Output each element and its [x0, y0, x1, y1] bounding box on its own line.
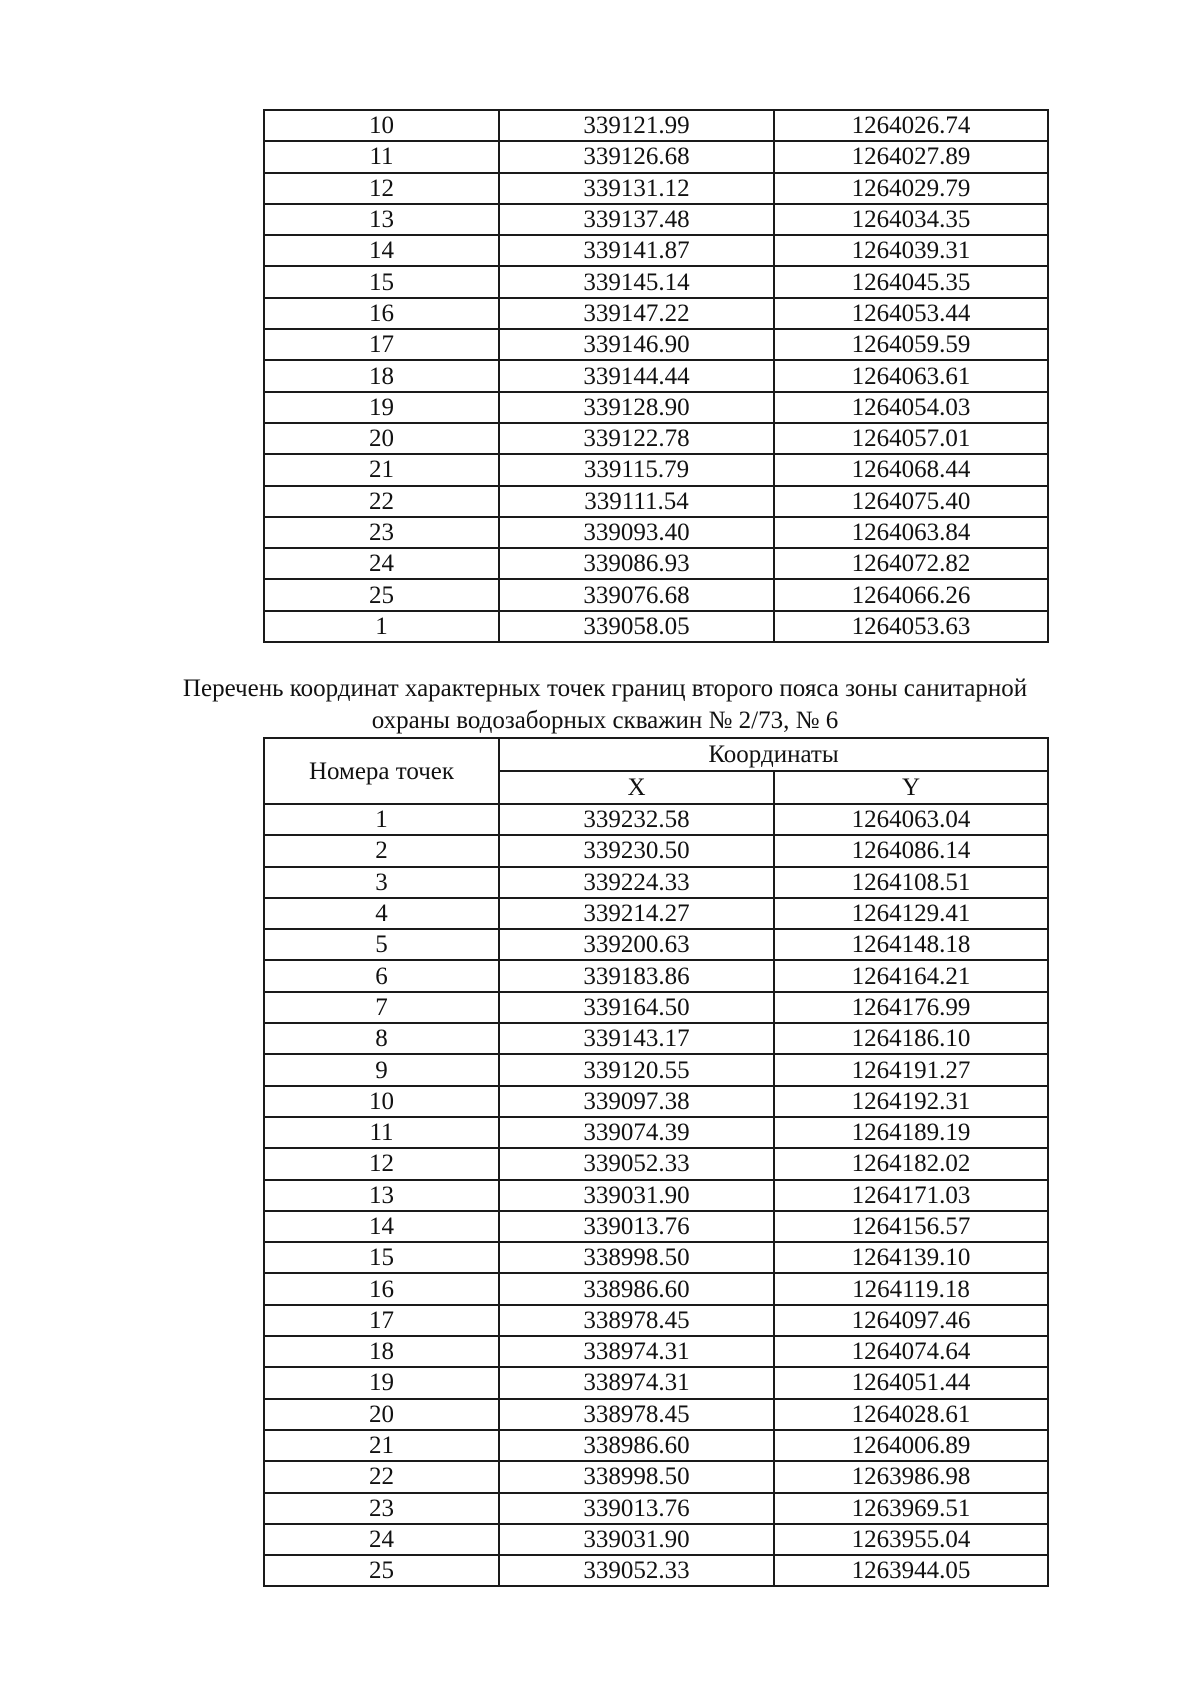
point-number-cell: 6 — [264, 960, 499, 991]
y-coordinate-cell: 1264045.35 — [774, 266, 1048, 297]
caption-line-1: Перечень координат характерных точек границ второго пояса зоны санитарной — [182, 675, 1028, 702]
table-row — [264, 141, 1048, 172]
table-row — [264, 1430, 1048, 1461]
x-coordinate-cell: 339097.38 — [499, 1086, 774, 1117]
table-row — [264, 929, 1048, 960]
table-row — [264, 1461, 1048, 1492]
point-number-cell: 14 — [264, 235, 499, 266]
y-coordinate-cell: 1264057.01 — [774, 423, 1048, 454]
point-number-cell: 14 — [264, 1211, 499, 1242]
y-coordinate-cell: 1264072.82 — [774, 548, 1048, 579]
y-coordinate-cell: 1264171.03 — [774, 1180, 1048, 1211]
y-coordinate-cell: 1264063.61 — [774, 360, 1048, 391]
table-row — [264, 454, 1048, 485]
y-coordinate-cell: 1264189.19 — [774, 1117, 1048, 1148]
table-row — [264, 1180, 1048, 1211]
table-row — [264, 1242, 1048, 1273]
x-coordinate-cell: 339115.79 — [499, 454, 774, 485]
x-coordinate-cell: 339147.22 — [499, 298, 774, 329]
x-coordinate-cell: 339224.33 — [499, 867, 774, 898]
point-number-cell: 15 — [264, 266, 499, 297]
table-row — [264, 548, 1048, 579]
x-coordinate-cell: 338998.50 — [499, 1461, 774, 1492]
y-coordinate-cell: 1264182.02 — [774, 1148, 1048, 1179]
x-coordinate-cell: 339144.44 — [499, 360, 774, 391]
y-coordinate-cell: 1264086.14 — [774, 835, 1048, 866]
y-coordinate-cell: 1264176.99 — [774, 992, 1048, 1023]
y-coordinate-cell: 1264129.41 — [774, 898, 1048, 929]
y-coordinate-cell: 1264148.18 — [774, 929, 1048, 960]
x-coordinate-cell: 339111.54 — [499, 486, 774, 517]
x-coordinate-cell: 339143.17 — [499, 1023, 774, 1054]
table-row — [264, 960, 1048, 991]
x-coordinate-cell: 339137.48 — [499, 204, 774, 235]
table-row — [264, 1493, 1048, 1524]
x-coordinate-cell: 339052.33 — [499, 1148, 774, 1179]
x-coordinate-cell: 338986.60 — [499, 1273, 774, 1304]
y-coordinate-cell: 1264139.10 — [774, 1242, 1048, 1273]
table-row — [264, 1305, 1048, 1336]
table-row — [264, 1555, 1048, 1586]
table-row — [264, 1054, 1048, 1085]
point-number-cell: 11 — [264, 141, 499, 172]
point-number-cell: 17 — [264, 329, 499, 360]
point-number-cell: 10 — [264, 110, 499, 141]
header-x: X — [499, 771, 774, 804]
table-row — [264, 611, 1048, 642]
table-row — [264, 266, 1048, 297]
table-row — [264, 579, 1048, 610]
coordinates-table-continued — [263, 109, 1049, 643]
y-coordinate-cell: 1263986.98 — [774, 1461, 1048, 1492]
y-coordinate-cell: 1264029.79 — [774, 173, 1048, 204]
x-coordinate-cell: 339122.78 — [499, 423, 774, 454]
x-coordinate-cell: 339052.33 — [499, 1555, 774, 1586]
header-coordinates: Координаты — [499, 738, 1048, 771]
x-coordinate-cell: 338998.50 — [499, 1242, 774, 1273]
table-row — [264, 898, 1048, 929]
y-coordinate-cell: 1264097.46 — [774, 1305, 1048, 1336]
table-row — [264, 867, 1048, 898]
table-row — [264, 1524, 1048, 1555]
table-row — [264, 173, 1048, 204]
coordinates-table-second-zone — [263, 737, 1049, 1587]
table-row — [264, 1117, 1048, 1148]
point-number-cell: 23 — [264, 1493, 499, 1524]
point-number-cell: 19 — [264, 392, 499, 423]
point-number-cell: 1 — [264, 804, 499, 835]
point-number-cell: 24 — [264, 548, 499, 579]
table-caption — [150, 673, 1060, 737]
table-row — [264, 1148, 1048, 1179]
table-row — [264, 1367, 1048, 1398]
y-coordinate-cell: 1264026.74 — [774, 110, 1048, 141]
x-coordinate-cell: 339200.63 — [499, 929, 774, 960]
table-row — [264, 1399, 1048, 1430]
point-number-cell: 7 — [264, 992, 499, 1023]
point-number-cell: 25 — [264, 579, 499, 610]
y-coordinate-cell: 1264074.64 — [774, 1336, 1048, 1367]
point-number-cell: 2 — [264, 835, 499, 866]
x-coordinate-cell: 339086.93 — [499, 548, 774, 579]
table-row — [264, 298, 1048, 329]
point-number-cell: 22 — [264, 1461, 499, 1492]
x-coordinate-cell: 339076.68 — [499, 579, 774, 610]
y-coordinate-cell: 1264075.40 — [774, 486, 1048, 517]
table-row — [264, 235, 1048, 266]
y-coordinate-cell: 1264027.89 — [774, 141, 1048, 172]
y-coordinate-cell: 1264186.10 — [774, 1023, 1048, 1054]
point-number-cell: 25 — [264, 1555, 499, 1586]
point-number-cell: 18 — [264, 360, 499, 391]
point-number-cell: 22 — [264, 486, 499, 517]
y-coordinate-cell: 1264108.51 — [774, 867, 1048, 898]
table-body — [264, 804, 1048, 1586]
point-number-cell: 4 — [264, 898, 499, 929]
x-coordinate-cell: 339146.90 — [499, 329, 774, 360]
y-coordinate-cell: 1264191.27 — [774, 1054, 1048, 1085]
y-coordinate-cell: 1264054.03 — [774, 392, 1048, 423]
y-coordinate-cell: 1264119.18 — [774, 1273, 1048, 1304]
y-coordinate-cell: 1264039.31 — [774, 235, 1048, 266]
y-coordinate-cell: 1264068.44 — [774, 454, 1048, 485]
x-coordinate-cell: 339013.76 — [499, 1493, 774, 1524]
y-coordinate-cell: 1264192.31 — [774, 1086, 1048, 1117]
point-number-cell: 12 — [264, 1148, 499, 1179]
table-row — [264, 1023, 1048, 1054]
header-y: Y — [774, 771, 1048, 804]
point-number-cell: 11 — [264, 1117, 499, 1148]
point-number-cell: 16 — [264, 1273, 499, 1304]
x-coordinate-cell: 339131.12 — [499, 173, 774, 204]
y-coordinate-cell: 1264156.57 — [774, 1211, 1048, 1242]
table-row — [264, 992, 1048, 1023]
point-number-cell: 8 — [264, 1023, 499, 1054]
point-number-cell: 24 — [264, 1524, 499, 1555]
x-coordinate-cell: 338978.45 — [499, 1399, 774, 1430]
x-coordinate-cell: 339128.90 — [499, 392, 774, 423]
table-row — [264, 392, 1048, 423]
table-row — [264, 835, 1048, 866]
x-coordinate-cell: 339230.50 — [499, 835, 774, 866]
x-coordinate-cell: 339164.50 — [499, 992, 774, 1023]
table-row — [264, 517, 1048, 548]
x-coordinate-cell: 339121.99 — [499, 110, 774, 141]
point-number-cell: 1 — [264, 611, 499, 642]
point-number-cell: 16 — [264, 298, 499, 329]
table-row — [264, 1211, 1048, 1242]
table-row — [264, 360, 1048, 391]
x-coordinate-cell: 338986.60 — [499, 1430, 774, 1461]
point-number-cell: 23 — [264, 517, 499, 548]
y-coordinate-cell: 1264034.35 — [774, 204, 1048, 235]
x-coordinate-cell: 338978.45 — [499, 1305, 774, 1336]
table-row — [264, 1336, 1048, 1367]
x-coordinate-cell: 339074.39 — [499, 1117, 774, 1148]
point-number-cell: 13 — [264, 1180, 499, 1211]
y-coordinate-cell: 1264066.26 — [774, 579, 1048, 610]
y-coordinate-cell: 1264053.44 — [774, 298, 1048, 329]
y-coordinate-cell: 1264063.04 — [774, 804, 1048, 835]
table-row — [264, 804, 1048, 835]
point-number-cell: 13 — [264, 204, 499, 235]
point-number-cell: 10 — [264, 1086, 499, 1117]
table-row — [264, 423, 1048, 454]
point-number-cell: 20 — [264, 1399, 499, 1430]
table-row — [264, 486, 1048, 517]
point-number-cell: 17 — [264, 1305, 499, 1336]
point-number-cell: 15 — [264, 1242, 499, 1273]
table-row — [264, 110, 1048, 141]
y-coordinate-cell: 1263944.05 — [774, 1555, 1048, 1586]
header-point-numbers: Номера точек — [264, 738, 499, 804]
x-coordinate-cell: 339013.76 — [499, 1211, 774, 1242]
point-number-cell: 5 — [264, 929, 499, 960]
table-row — [264, 329, 1048, 360]
y-coordinate-cell: 1264053.63 — [774, 611, 1048, 642]
x-coordinate-cell: 339232.58 — [499, 804, 774, 835]
table-row — [264, 204, 1048, 235]
y-coordinate-cell: 1263969.51 — [774, 1493, 1048, 1524]
caption-line-2: охраны водозаборных скважин № 2/73, № 6 — [371, 707, 839, 734]
point-number-cell: 21 — [264, 454, 499, 485]
x-coordinate-cell: 339058.05 — [499, 611, 774, 642]
y-coordinate-cell: 1264164.21 — [774, 960, 1048, 991]
table-header — [264, 738, 1048, 804]
y-coordinate-cell: 1264059.59 — [774, 329, 1048, 360]
y-coordinate-cell: 1264028.61 — [774, 1399, 1048, 1430]
y-coordinate-cell: 1264051.44 — [774, 1367, 1048, 1398]
x-coordinate-cell: 338974.31 — [499, 1367, 774, 1398]
x-coordinate-cell: 339120.55 — [499, 1054, 774, 1085]
table-row — [264, 1086, 1048, 1117]
point-number-cell: 19 — [264, 1367, 499, 1398]
point-number-cell: 20 — [264, 423, 499, 454]
table-body — [264, 110, 1048, 642]
point-number-cell: 12 — [264, 173, 499, 204]
y-coordinate-cell: 1263955.04 — [774, 1524, 1048, 1555]
point-number-cell: 21 — [264, 1430, 499, 1461]
table-row — [264, 1273, 1048, 1304]
point-number-cell: 9 — [264, 1054, 499, 1085]
x-coordinate-cell: 339141.87 — [499, 235, 774, 266]
x-coordinate-cell: 339214.27 — [499, 898, 774, 929]
x-coordinate-cell: 339126.68 — [499, 141, 774, 172]
y-coordinate-cell: 1264063.84 — [774, 517, 1048, 548]
x-coordinate-cell: 339183.86 — [499, 960, 774, 991]
x-coordinate-cell: 339031.90 — [499, 1180, 774, 1211]
x-coordinate-cell: 338974.31 — [499, 1336, 774, 1367]
x-coordinate-cell: 339093.40 — [499, 517, 774, 548]
x-coordinate-cell: 339031.90 — [499, 1524, 774, 1555]
point-number-cell: 18 — [264, 1336, 499, 1367]
x-coordinate-cell: 339145.14 — [499, 266, 774, 297]
y-coordinate-cell: 1264006.89 — [774, 1430, 1048, 1461]
point-number-cell: 3 — [264, 867, 499, 898]
